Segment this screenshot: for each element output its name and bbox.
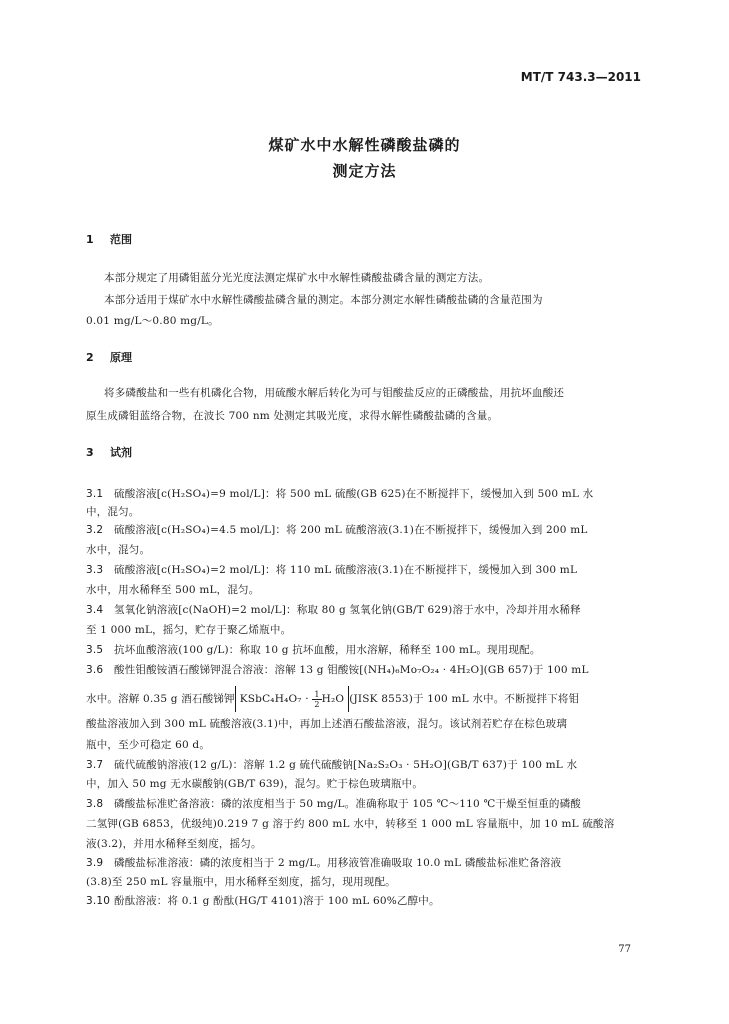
clause-text: 硫酸溶液[c(H₂SO₄)=2 mol/L]：将 110 mL 硫酸溶液(3.1)在不断搅拌下，缓慢加入到 300 mL — [114, 564, 578, 576]
clause-text: 磷酸盐标准溶液：磷的浓度相当于 2 mg/L。用移液管准确吸取 10.0 mL 磷酸盐标准贮备溶液 — [114, 857, 562, 869]
clause-text: 硫酸溶液[c(H₂SO₄)=9 mol/L]：将 500 mL 硫酸(GB 625)在不断搅拌下，缓慢加入到 500 mL 水 — [114, 488, 594, 500]
fraction-numerator: 1 — [314, 689, 320, 699]
clause-3-3 — [86, 562, 646, 577]
clause-text: 硫酸溶液[c(H₂SO₄)=4.5 mol/L]：将 200 mL 硫酸溶液(3.1)在不断搅拌下，缓慢加入到 200 mL — [114, 524, 588, 536]
formula-part: KSbC₄H₄O₇ · — [239, 693, 313, 705]
text-fragment: 水中。溶解 0.35 g 酒石酸锑钾 — [86, 693, 235, 705]
paragraph-line: 酸盐溶液加入到 300 mL 硫酸溶液(3.1)中，再加上述酒石酸盐溶液，混匀。该试剂若贮存在棕色玻璃 — [86, 718, 568, 730]
section-3-heading — [86, 444, 132, 460]
paragraph-line: 0.01 mg/L～0.80 mg/L。 — [86, 315, 219, 327]
paragraph-line: (3.8)至 250 mL 容量瓶中，用水稀释至刻度，摇匀，现用现配。 — [86, 876, 396, 888]
paragraph-line: 本部分适用于煤矿水中水解性磷酸盐磷含量的测定。本部分测定水解性磷酸盐磷的含量范围为 — [104, 294, 543, 306]
paragraph-line: 瓶中，至少可稳定 60 d。 — [86, 739, 211, 751]
paragraph-line: 将多磷酸盐和一些有机磷化合物，用硫酸水解后转化为可与钼酸盐反应的正磷酸盐，用抗坏血酸还 — [104, 387, 565, 399]
paragraph-line: 水中，用水稀释至 500 mL，混匀。 — [86, 584, 260, 596]
text-fragment: (JISK 8553)于 100 mL 水中。不断搅拌下将钼 — [349, 693, 580, 705]
paragraph-line: 中，加入 50 mg 无水碳酸钠(GB/T 639)，混匀。贮于棕色玻璃瓶中。 — [86, 778, 424, 790]
section-title: 范围 — [110, 233, 132, 246]
section-1-heading — [86, 231, 132, 247]
paragraph-line: 液(3.2)，并用水稀释至刻度，摇匀。 — [86, 838, 262, 850]
section-number: 2 — [86, 351, 94, 364]
fraction — [312, 690, 321, 709]
formula-part: H₂O — [321, 693, 345, 705]
clause-3-1 — [86, 486, 646, 501]
clause-number: 3.8 — [86, 798, 104, 810]
document-title-line1: 煤矿水中水解性磷酸盐磷的 — [268, 136, 461, 154]
section-number: 3 — [86, 446, 94, 459]
clause-3-6 — [86, 662, 646, 677]
paragraph-line: 本部分规定了用磷钼蓝分光光度法测定煤矿水中水解性磷酸盐磷含量的测定方法。 — [104, 272, 490, 284]
clause-number: 3.7 — [86, 759, 104, 771]
standard-number: MT/T 743.3—2011 — [520, 70, 641, 84]
paragraph-line: 二氢钾(GB 6853，优级纯)0.219 7 g 溶于约 800 mL 水中，转移至 1 000 mL 容量瓶中，加 10 mL 硫酸溶 — [86, 818, 615, 830]
clause-number: 3.3 — [86, 564, 104, 576]
clause-3-8 — [86, 796, 646, 811]
clause-3-9 — [86, 855, 646, 870]
clause-text: 氢氧化钠溶液[c(NaOH)=2 mol/L]：称取 80 g 氢氧化钠(GB/T 629)溶于水中，冷却并用水稀释 — [114, 604, 581, 616]
clause-number: 3.5 — [86, 644, 104, 656]
clause-number: 3.6 — [86, 664, 104, 676]
clause-text: 抗坏血酸溶液(100 g/L)：称取 10 g 抗坏血酸，用水溶解，稀释至 100 mL。现用现配。 — [114, 644, 541, 656]
clause-3-7 — [86, 757, 646, 772]
clause-text: 酸性钼酸铵酒石酸锑钾混合溶液：溶解 13 g 钼酸铵[(NH₄)₆Mo₇O₂₄ · 4H₂O](GB 657)于 100 mL — [114, 664, 589, 676]
formula-bracket — [235, 686, 349, 712]
clause-number: 3.1 — [86, 488, 104, 500]
paragraph-line: 原生成磷钼蓝络合物，在波长 700 nm 处测定其吸光度，求得水解性磷酸盐磷的含量。 — [86, 410, 499, 422]
clause-3-10 — [86, 893, 646, 908]
paragraph-line-formula — [86, 686, 646, 712]
section-2-heading — [86, 349, 132, 365]
fraction-denominator: 2 — [314, 699, 320, 709]
clause-3-2 — [86, 522, 646, 537]
clause-number: 3.10 — [86, 895, 111, 907]
paragraph-line: 至 1 000 mL，摇匀，贮存于聚乙烯瓶中。 — [86, 624, 292, 636]
section-title: 原理 — [110, 351, 132, 364]
clause-text: 硫代硫酸钠溶液(12 g/L)：溶解 1.2 g 硫代硫酸钠[Na₂S₂O₃ · 5H₂O](GB/T 637)于 100 mL 水 — [114, 759, 578, 771]
paragraph-line: 中，混匀。 — [86, 506, 140, 518]
clause-text: 磷酸盐标准贮备溶液：磷的浓度相当于 50 mg/L。准确称取于 105 ℃～110 ℃干燥至恒重的磷酸 — [114, 798, 582, 810]
page-number: 77 — [618, 944, 631, 955]
section-title: 试剂 — [110, 446, 132, 459]
clause-3-4 — [86, 602, 646, 617]
document-title-line2: 测定方法 — [332, 162, 397, 180]
clause-number: 3.2 — [86, 524, 104, 536]
clause-text: 酚酞溶液：将 0.1 g 酚酞(HG/T 4101)溶于 100 mL 60%乙醇中。 — [114, 895, 440, 907]
clause-3-5 — [86, 642, 646, 657]
clause-number: 3.4 — [86, 604, 104, 616]
paragraph-line: 水中，混匀。 — [86, 544, 151, 556]
section-number: 1 — [86, 233, 94, 246]
clause-number: 3.9 — [86, 857, 104, 869]
